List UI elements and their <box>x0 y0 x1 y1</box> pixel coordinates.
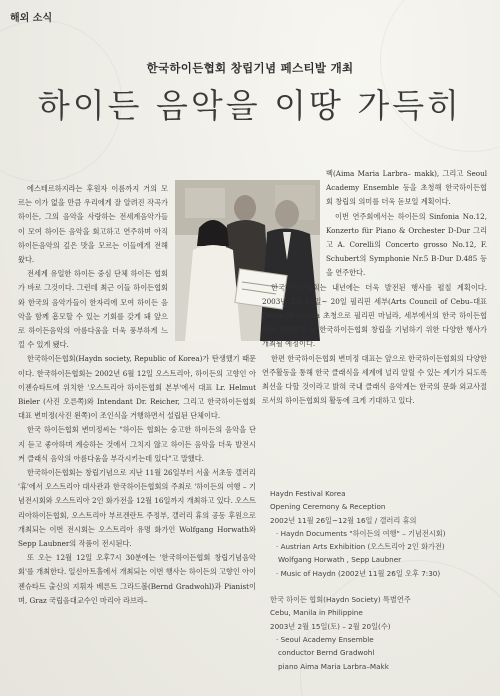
paragraph: 벡(Aima Maria Larbra– makk), 그리고 Seoul Academy Ensemble 등을 초청해 한국하이든협회 창립의 의미를 더욱 돋보일 계획이다. <box>326 169 487 207</box>
info-line: 2002년 11월 26일~12월 16일 / 갤러리 휴의 <box>270 515 417 525</box>
info-line: Haydn Festival Korea <box>270 489 346 498</box>
info-line: · Seoul Academy Ensemble <box>276 634 374 644</box>
paragraph: 한국하이든협회(Haydn society, Republic of Korea)가 탄생했기 때문이다. 한국하이든협회는 2002년 6월 12일 오스트리아, 하이든의 고향인 아이젠슈타트에 위치한 '오스트리아 하이든협회 본부'에서 대표 Lr. Helmut Bieler (사진 오른쪽)와 Intendant Dr. Reicher, 그리고 한국하이든협회 대표 변미정(사진 왼쪽)이 조인식을 거행하면서 설립된 단체이다. <box>18 354 256 421</box>
info-line: · Music of Haydn (2002년 11월 26일 오후 7:30) <box>276 568 441 578</box>
paragraph: 또 오는 12월 12일 오후7시 30분에는 '한국하이든협회 창립기념음악회'를 개최한다. 일신아트홀에서 개최되는 이번 행사는 하이든의 고향인 아이젠슈타트 출신의 지휘자 베른트 그라드볼(Bernd Gradwohl)과 Pianist이며, Graz 국립음대교수인 마리아 라브라– <box>18 553 256 605</box>
paragraph: 전세계 유일한 하이든 중심 단체 하이든 협회가 바로 그것이다. 그런데 최근 이들 하이든협회와 한국의 음악가들이 한자리에 모여 하이든 음악을 함께 흠모할 수 있는 기회를 갖게 돼 앞으로 하이든음악의 아름다움을 더욱 풍부하게 느낄 수 있게 됐다. <box>18 269 168 350</box>
paragraph: 한국하이든협회는 창립기념으로 지난 11월 26일부터 서울 서초동 갤러리 '휴'에서 오스트리아 대사관과 한국하이든협회의 주최로 '하이든의 여행 – 기념전시회와 오스트리아 2인 화가전을 12월 16일까지 개최하고 있다. 오스트리아하이든협회, 오스트리아 부르겐란트 주정부, 갤러리 휴의 공동 후원으로 개최되는 이번 전시회는 오스트리아 유명 화가인 Wolfgang Horwath와 Sepp Laubner의 작품이 전시된다. <box>18 468 256 549</box>
info-line: · Haydn Documents "하이든의 여행" – 기념전시회) <box>276 528 446 538</box>
info-line: · Austrian Arts Exhibition (오스트리아 2인 화가전) <box>276 542 445 552</box>
article-left-column <box>18 182 256 608</box>
paragraph: 에스테르하지라는 후원자 이름까지 거의 모르는 이가 없을 만큼 우리에게 잘 알려진 작곡가 하이든, 그의 음악을 사랑하는 전세계음악가들이 모여 하이든 음악을 회고하고 연주하며 아직 하이든음악의 깊은 맛을 모르는 이들에게 전해왔다. <box>18 184 168 265</box>
article-subtitle: 한국하이든협회 창립기념 페스티발 개최 <box>146 61 354 75</box>
section-label: 해외 소식 <box>10 13 53 24</box>
info-line: Opening Ceremony & Reception <box>270 502 386 512</box>
paragraph: 한국하이든협회는 내년에는 더욱 발전된 행사를 펼칠 계획이다. 2003년 2월 15일~ 20일 필리핀 세부(Arts Council of Cebu–대표 Petite M.Garcia 초청으로 필리핀 마닐라, 세부에서의 한국 하이든협회의 특별연주 등 한국하이든협회 창립을 기념하기 위한 다양한 행사가 개최될 예정이다. <box>262 282 487 349</box>
article-title: 하이든 음악을 이땅 가득히 <box>37 86 463 125</box>
article-right-column <box>262 167 487 408</box>
info-line: 한국 하이든 협회(Haydn Society) 특별연주 <box>270 595 411 605</box>
event-info-block <box>270 487 490 673</box>
info-line: Wolfgang Horwath , Sepp Laubner <box>278 555 402 565</box>
spacer <box>270 580 490 593</box>
info-line: 2003년 2월 15일(토) – 2월 20일(수) <box>270 621 391 631</box>
info-line: conductor Bernd Gradwohl <box>278 648 375 658</box>
paragraph: 이번 연주회에서는 하이든의 Sinfonia No.12, Konzerto für Piano & Orchester D-Dur 그리고 A. Corelli의 Concerto grosso No.12, F. Schubert의 Symphonie Nr.5 B-Dur D.485 등을 연주한다. <box>326 211 487 278</box>
paragraph: 한편 한국하이든협회 변미정 대표는 앞으로 한국하이든협회의 다양한 연주활동을 통해 한국 클래식을 세계에 널리 알릴 수 있는 계기가 되도록 최선을 다할 것이라고 밝혀 국내 클래식 음악계는 한국의 문화 외교사절로서의 하이든협회의 활동에 크게 기대하고 있다. <box>262 353 487 406</box>
info-line: piano Aima Maria Larbra–Makk <box>278 661 389 671</box>
paragraph: 한국 하이든협회 변미정씨는 "하이든 협회는 숭고한 하이든의 음악을 단지 듣고 좋아하며 계승하는 것에서 그치지 않고 하이든 음악을 더욱 발전시켜 클래식 음악의 아름다움을 부각시키는데 있다"고 말했다. <box>18 425 256 463</box>
info-line: Cebu, Manila in Philippine <box>270 608 363 618</box>
watermark-ring <box>380 0 500 152</box>
